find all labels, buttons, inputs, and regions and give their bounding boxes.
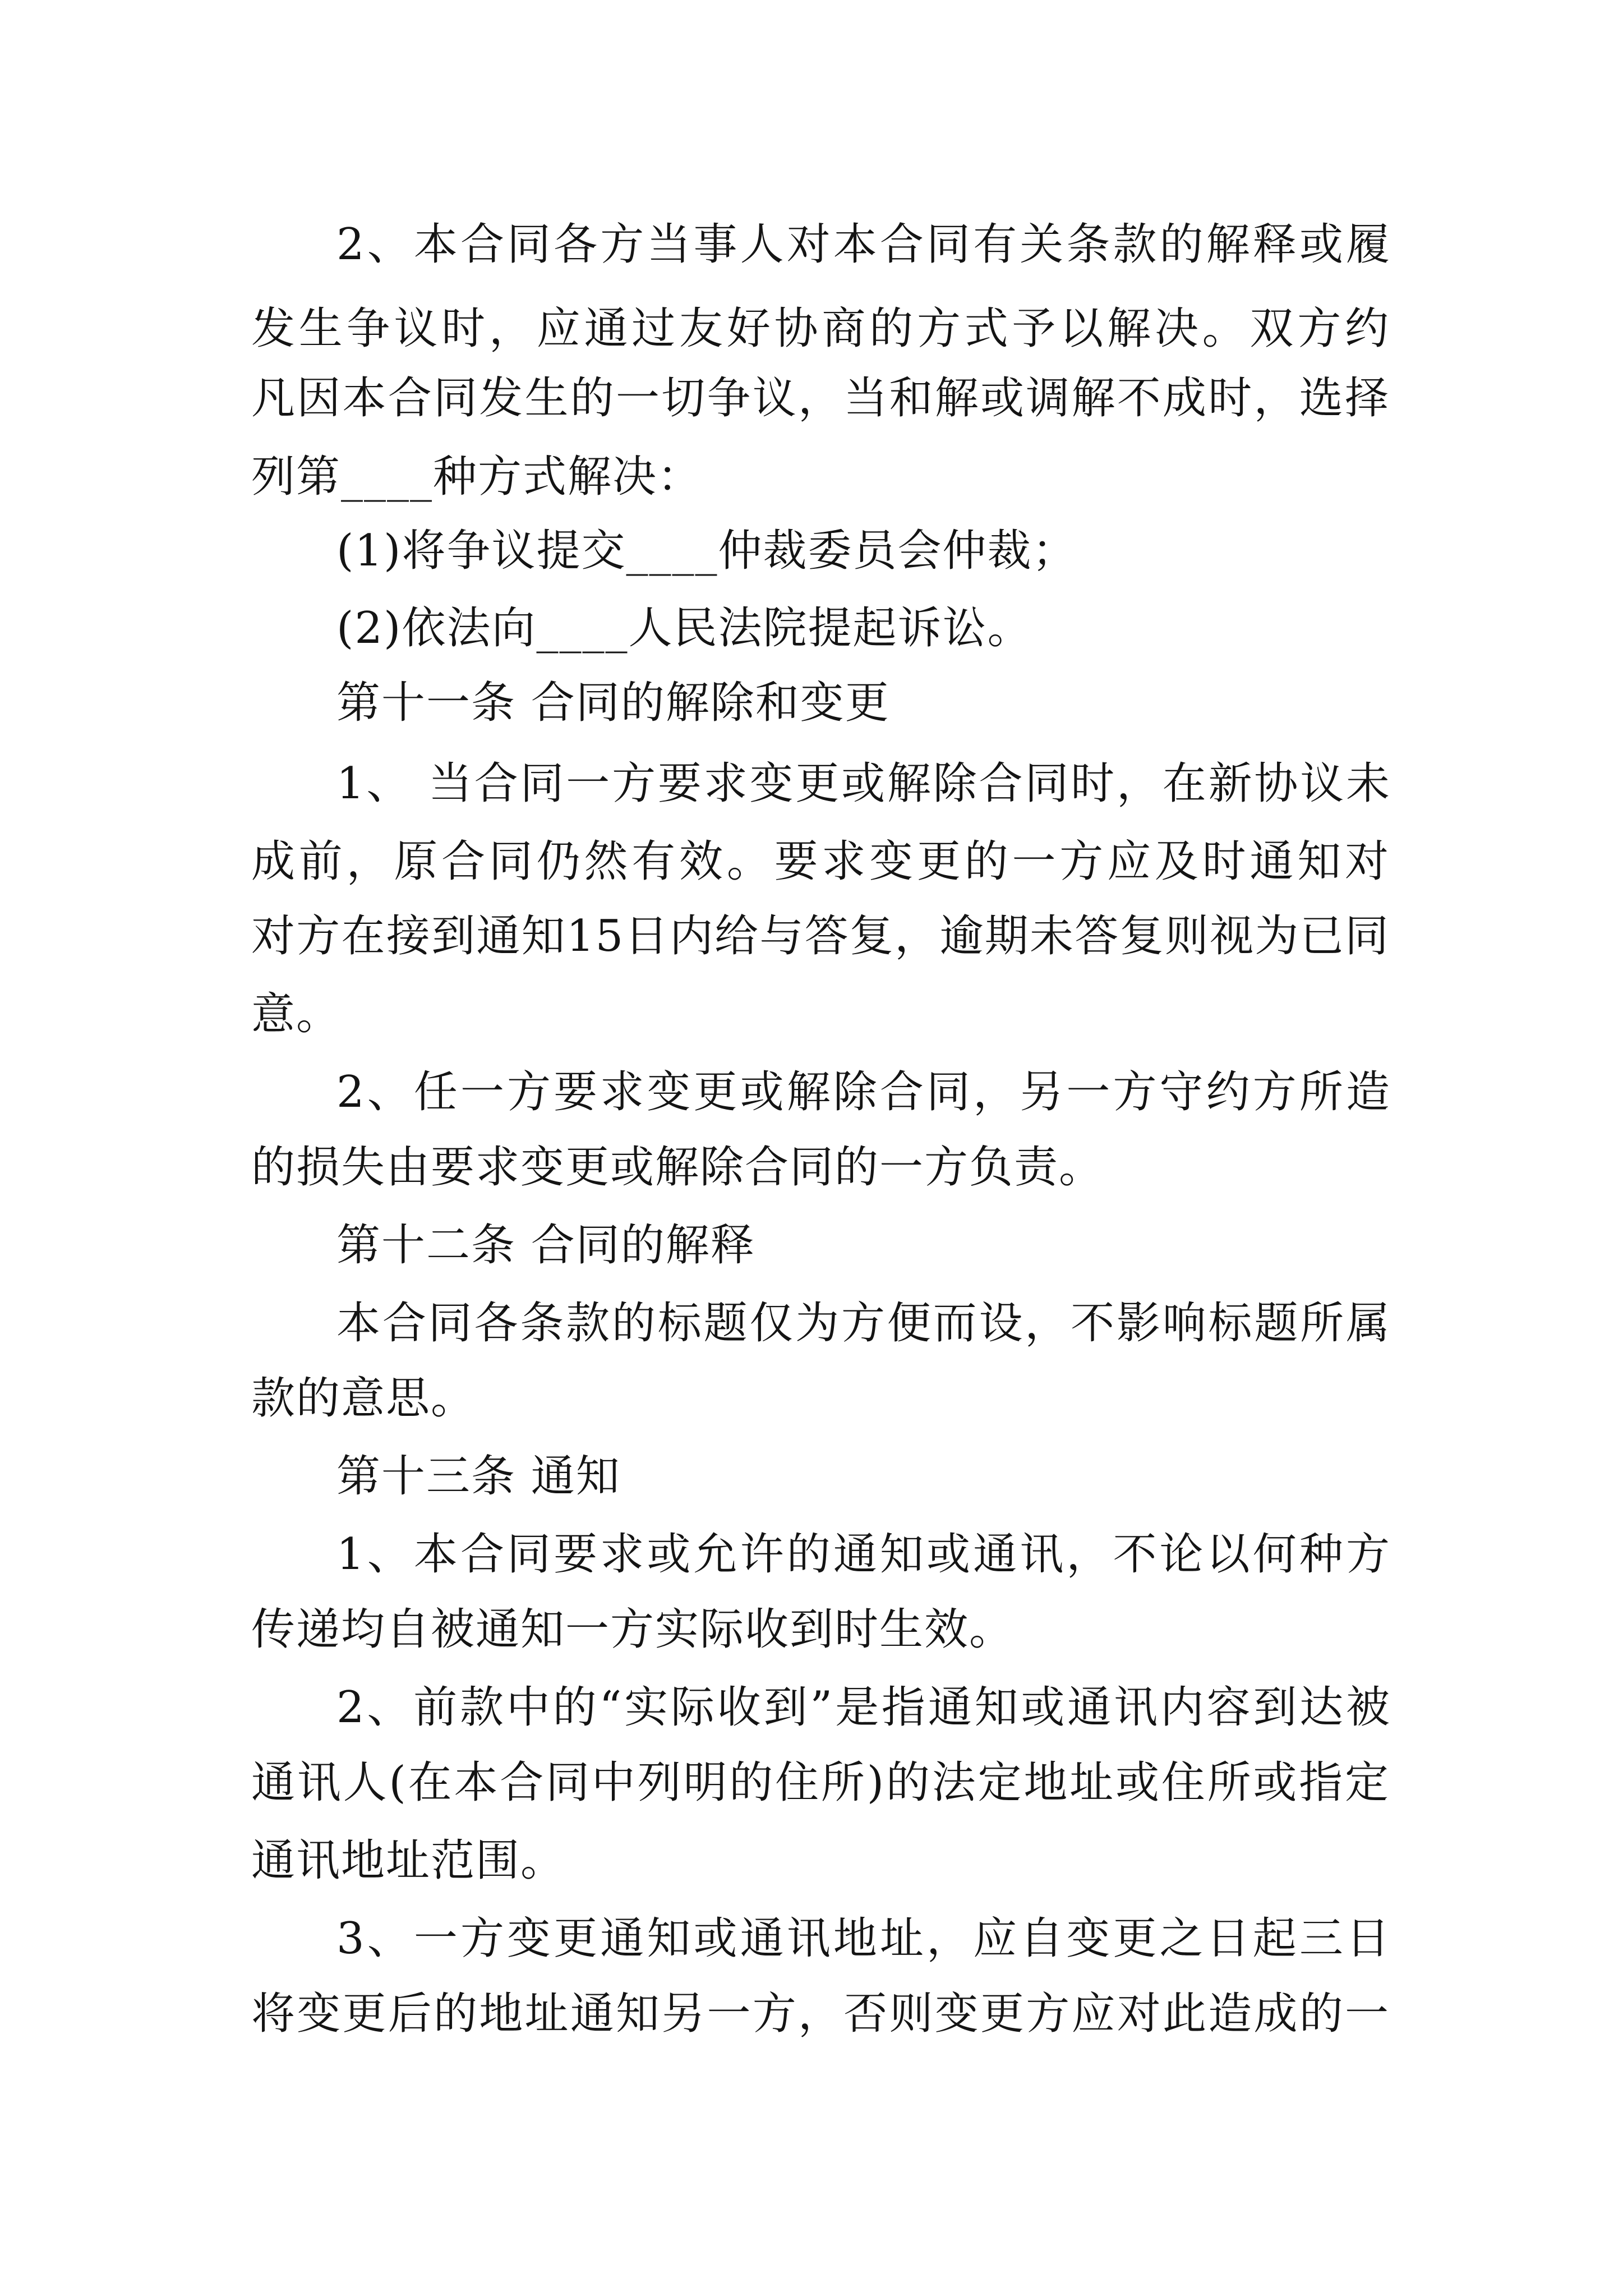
text-line: 1、 当合同一方要求变更或解除合同时，在新协议未 <box>336 758 1391 809</box>
text-line: 本合同各条款的标题仅为方便而设，不影响标题所属 <box>336 1298 1391 1349</box>
section-heading: 第十二条 合同的解释 <box>336 1220 755 1271</box>
text-line: 3、一方变更通知或通讯地址，应自变更之日起三日 <box>336 1913 1391 1964</box>
text-line: 通讯人(在本合同中列明的住所)的法定地址或住所或指定 <box>251 1757 1390 1808</box>
text-line: 1、本合同要求或允许的通知或通讯，不论以何种方 <box>336 1529 1391 1580</box>
text-line: (1)将争议提交____仲裁委员会仲裁； <box>336 526 1077 576</box>
text-line: 意。 <box>251 989 342 1039</box>
text-line: 成前，原合同仍然有效。要求变更的一方应及时通知对 <box>251 836 1390 887</box>
text-line: 的损失由要求变更或解除合同的一方负责。 <box>251 1142 1104 1193</box>
text-line: 发生争议时，应通过友好协商的方式予以解决。双方约 <box>251 303 1390 354</box>
text-line: 列第____种方式解决： <box>251 452 703 502</box>
section-heading: 第十三条 通知 <box>336 1451 621 1502</box>
text-line: 2、任一方要求变更或解除合同，另一方守约方所造 <box>336 1067 1391 1117</box>
text-line: 对方在接到通知15日内给与答复，逾期未答复则视为已同 <box>251 911 1390 961</box>
text-line: 2、前款中的“实际收到”是指通知或通讯内容到达被 <box>336 1682 1391 1733</box>
text-line: 款的意思。 <box>251 1373 476 1424</box>
text-line: 将变更后的地址通知另一方，否则变更方应对此造成的一 <box>251 1989 1390 2039</box>
text-line: (2)依法向____人民法院提起诉讼。 <box>336 603 1032 654</box>
text-line: 传递均自被通知一方实际收到时生效。 <box>251 1604 1015 1655</box>
text-line: 2、本合同各方当事人对本合同有关条款的解释或履 <box>336 219 1391 270</box>
section-heading: 第十一条 合同的解除和变更 <box>336 678 890 728</box>
text-line: 凡因本合同发生的一切争议，当和解或调解不成时，选择 <box>251 373 1390 424</box>
text-line: 通讯地址范围。 <box>251 1835 566 1886</box>
